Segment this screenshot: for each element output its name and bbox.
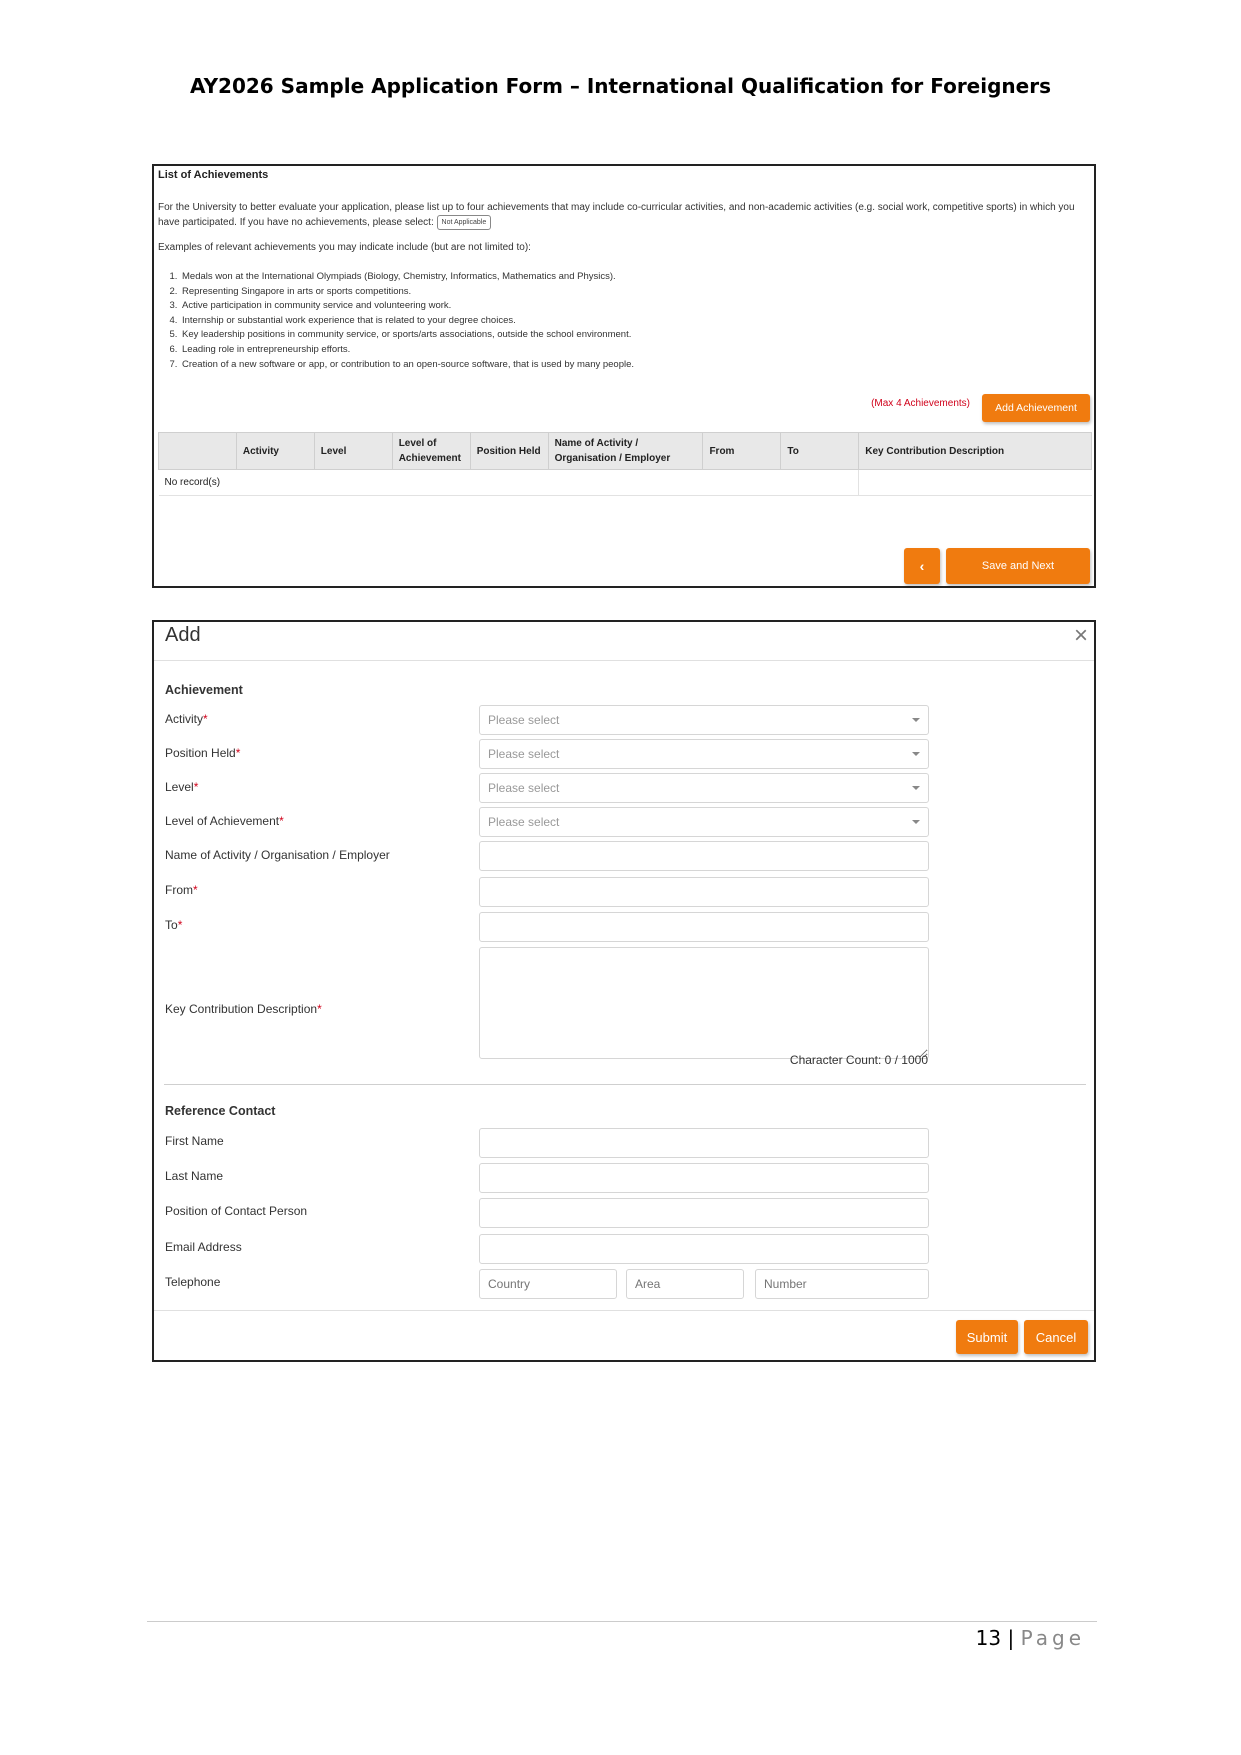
column-header xyxy=(159,433,237,470)
chevron-down-icon xyxy=(912,820,920,824)
divider xyxy=(154,1310,1094,1311)
table-cell xyxy=(859,470,1092,496)
column-header-level: Level xyxy=(314,433,392,470)
to-label: To* xyxy=(165,918,183,932)
list-item: 7. Creation of a new software or app, or contribution to an open-source software, that is used by many people. xyxy=(180,358,634,373)
add-achievement-button[interactable]: Add Achievement xyxy=(982,394,1090,422)
from-label: From* xyxy=(165,883,198,897)
email-address-label: Email Address xyxy=(165,1240,242,1254)
name-of-activity-input[interactable] xyxy=(479,841,929,871)
chevron-down-icon xyxy=(912,718,920,722)
reference-contact-heading: Reference Contact xyxy=(165,1104,276,1118)
page-word: Page xyxy=(1020,1626,1085,1650)
activity-select[interactable] xyxy=(479,705,929,735)
key-contribution-textarea[interactable] xyxy=(479,947,929,1059)
page-separator: | xyxy=(1007,1626,1015,1650)
position-held-label: Position Held* xyxy=(165,746,241,760)
position-held-select-placeholder: Please select xyxy=(488,747,560,761)
last-name-input[interactable] xyxy=(479,1163,929,1193)
column-header-activity: Activity xyxy=(236,433,314,470)
chevron-down-icon xyxy=(912,786,920,790)
list-item: 5. Key leadership positions in community service, or sports/arts associations, outside the school environment. xyxy=(180,328,634,343)
position-of-contact-input[interactable] xyxy=(479,1198,929,1228)
telephone-number-input[interactable] xyxy=(755,1269,929,1299)
column-header-name-of-activity: Name of Activity / Organisation / Employer xyxy=(548,433,703,470)
page-number-value: 13 xyxy=(975,1626,1002,1650)
level-select-placeholder: Please select xyxy=(488,781,560,795)
list-item: 2. Representing Singapore in arts or sports competitions. xyxy=(180,285,634,300)
examples-heading: Examples of relevant achievements you may indicate include (but are not limited to): xyxy=(158,242,531,253)
level-of-achievement-select-placeholder: Please select xyxy=(488,815,560,829)
level-select[interactable] xyxy=(479,773,929,803)
intro-text: For the University to better evaluate your application, please list up to four achievements that may include co-curricular activities, and non-academic activities (e.g. social work, competitive sports) in which you have participated. If you have no achievements, please select: xyxy=(158,202,1075,229)
from-input[interactable] xyxy=(479,877,929,907)
achievements-table xyxy=(158,432,1092,496)
not-applicable-button[interactable]: Not Applicable xyxy=(437,215,492,230)
telephone-area-input[interactable] xyxy=(626,1269,744,1299)
close-icon[interactable]: × xyxy=(1073,622,1088,649)
to-input[interactable] xyxy=(479,912,929,942)
last-name-label: Last Name xyxy=(165,1169,224,1183)
chevron-down-icon xyxy=(912,752,920,756)
cancel-button[interactable]: Cancel xyxy=(1024,1320,1088,1354)
name-of-activity-label: Name of Activity / Organisation / Employer xyxy=(165,848,390,862)
table-header-row xyxy=(159,433,1092,470)
achievements-panel xyxy=(152,164,1096,588)
submit-button[interactable]: Submit xyxy=(956,1320,1018,1354)
activity-label: Activity* xyxy=(165,712,208,726)
divider xyxy=(154,660,1094,661)
list-item: 4. Internship or substantial work experience that is related to your degree choices. xyxy=(180,314,634,329)
level-label: Level* xyxy=(165,780,199,794)
back-button[interactable]: ‹ xyxy=(904,548,940,584)
examples-list xyxy=(158,270,634,372)
table-row xyxy=(159,470,1092,496)
max-achievements-note: (Max 4 Achievements) xyxy=(871,398,970,409)
column-header-position-held: Position Held xyxy=(470,433,548,470)
save-and-next-button[interactable]: Save and Next xyxy=(946,548,1090,584)
column-header-key-contribution: Key Contribution Description xyxy=(859,433,1092,470)
achievements-intro xyxy=(158,200,1092,230)
add-achievement-modal xyxy=(152,620,1096,1362)
first-name-input[interactable] xyxy=(479,1128,929,1158)
position-held-select[interactable] xyxy=(479,739,929,769)
list-item: 3. Active participation in community service and volunteering work. xyxy=(180,299,634,314)
column-header-level-of-achievement: Level of Achievement xyxy=(392,433,470,470)
telephone-country-input[interactable] xyxy=(479,1269,617,1299)
character-count: Character Count: 0 / 1000 xyxy=(789,1053,928,1067)
list-item: 1. Medals won at the International Olympiads (Biology, Chemistry, Informatics, Mathematics and Physics). xyxy=(180,270,634,285)
divider xyxy=(164,1084,1086,1085)
activity-select-placeholder: Please select xyxy=(488,713,560,727)
key-contribution-label: Key Contribution Description* xyxy=(165,1002,322,1016)
list-item: 6. Leading role in entrepreneurship efforts. xyxy=(180,343,634,358)
achievement-section-heading: Achievement xyxy=(165,683,243,697)
email-address-input[interactable] xyxy=(479,1234,929,1264)
first-name-label: First Name xyxy=(165,1134,224,1148)
achievements-heading: List of Achievements xyxy=(158,169,269,181)
footer-divider xyxy=(147,1621,1097,1622)
page-number xyxy=(976,1626,1085,1650)
level-of-achievement-select[interactable] xyxy=(479,807,929,837)
modal-title: Add xyxy=(165,624,201,646)
telephone-label: Telephone xyxy=(165,1275,221,1289)
empty-table-message: No record(s) xyxy=(159,470,859,496)
document-title: AY2026 Sample Application Form – International Qualification for Foreigners xyxy=(190,74,1051,98)
column-header-to: To xyxy=(781,433,859,470)
position-of-contact-label: Position of Contact Person xyxy=(165,1204,308,1218)
level-of-achievement-label: Level of Achievement* xyxy=(165,814,284,828)
column-header-from: From xyxy=(703,433,781,470)
